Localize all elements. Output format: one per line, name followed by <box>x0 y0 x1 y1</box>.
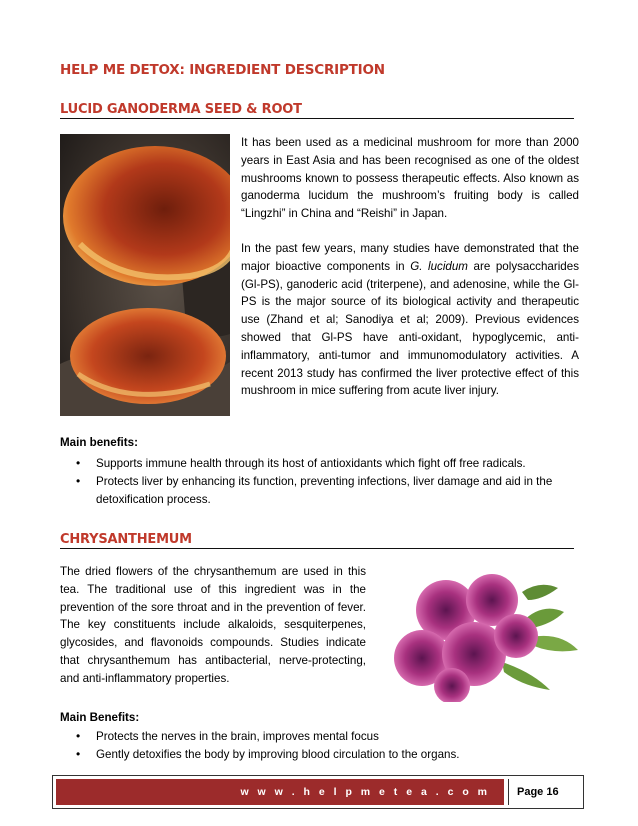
list-item: • Gently detoxifies the body by improving blood circulation to the organs. <box>60 746 580 764</box>
chrysanthemum-paragraph: The dried flowers of the chrysanthemum are used in this tea. The traditional use of this ingredient was in the prevention of the sore throat and in the prevention of fever. The key constituents include alkaloids, sesquiterpenes, glycosides, and flavonoids compounds. Studies indicate that chrysanthemum has antibacterial, nerve-protecting, and anti-inflammatory properties. <box>60 565 366 685</box>
ganoderma-benefits-label: Main benefits: <box>60 436 138 449</box>
ganoderma-paragraph-2 <box>241 240 579 400</box>
list-item: • Protects the nerves in the brain, improves mental focus <box>60 728 580 746</box>
page-title: HELP ME DETOX: INGREDIENT DESCRIPTION <box>60 62 385 78</box>
footer-website-url: w w w . h e l p m e t e a . c o m <box>56 779 504 805</box>
ganoderma-paragraph-2-start: In the past few years, many studies have demonstrated that the major bioactive components in <box>241 242 579 273</box>
section-heading-ganoderma <box>60 100 574 119</box>
ganoderma-species-name: G. lucidum <box>410 259 468 273</box>
chrysanthemum-flowers-photo <box>382 562 584 702</box>
reishi-mushroom-photo <box>60 134 230 416</box>
chrysanthemum-benefits-list <box>60 728 580 764</box>
section-heading-chrysanthemum <box>60 530 574 549</box>
ganoderma-benefits-list <box>60 455 580 508</box>
list-item: • Supports immune health through its host of antioxidants which fight off free radicals. <box>60 455 580 473</box>
page-footer <box>52 775 584 809</box>
list-item: • Protects liver by enhancing its function, preventing infections, liver damage and aid in the detoxification process. <box>60 473 580 509</box>
ganoderma-paragraph-2-end: are polysaccharides (Gl-PS), ganoderic acid (triterpene), and adenosine, while the Gl-PS is the major source of its biological activity and therapeutic use (Zhand et al; Sanodiya et al; 2009). Previous evidences showed that Gl-PS have anti-oxidant, hypoglycemic, anti-inflammatory, anti-tumor and immunomodulatory activities. A recent 2013 study has confirmed the liver protective effect of this mushroom in mice suffering from acute liver injury. <box>241 259 579 398</box>
ganoderma-paragraph-1: It has been used as a medicinal mushroom for more than 2000 years in East Asia and has been recognised as one of the oldest mushrooms known to possess therapeutic effects. Also known as ganoderma lucidum the mushroom’s fruiting body is called “Lingzhi” in China and “Reishi” in Japan. <box>241 136 579 221</box>
mushroom-illustration <box>60 134 230 416</box>
footer-page-number: Page 16 <box>508 779 580 805</box>
chrysanthemum-illustration <box>382 562 584 702</box>
chrysanthemum-benefits-label: Main Benefits: <box>60 711 140 724</box>
section-heading-ganoderma-text: LUCID GANODERMA SEED & ROOT <box>60 102 302 117</box>
section-heading-chrysanthemum-text: CHRYSANTHEMUM <box>60 532 192 547</box>
